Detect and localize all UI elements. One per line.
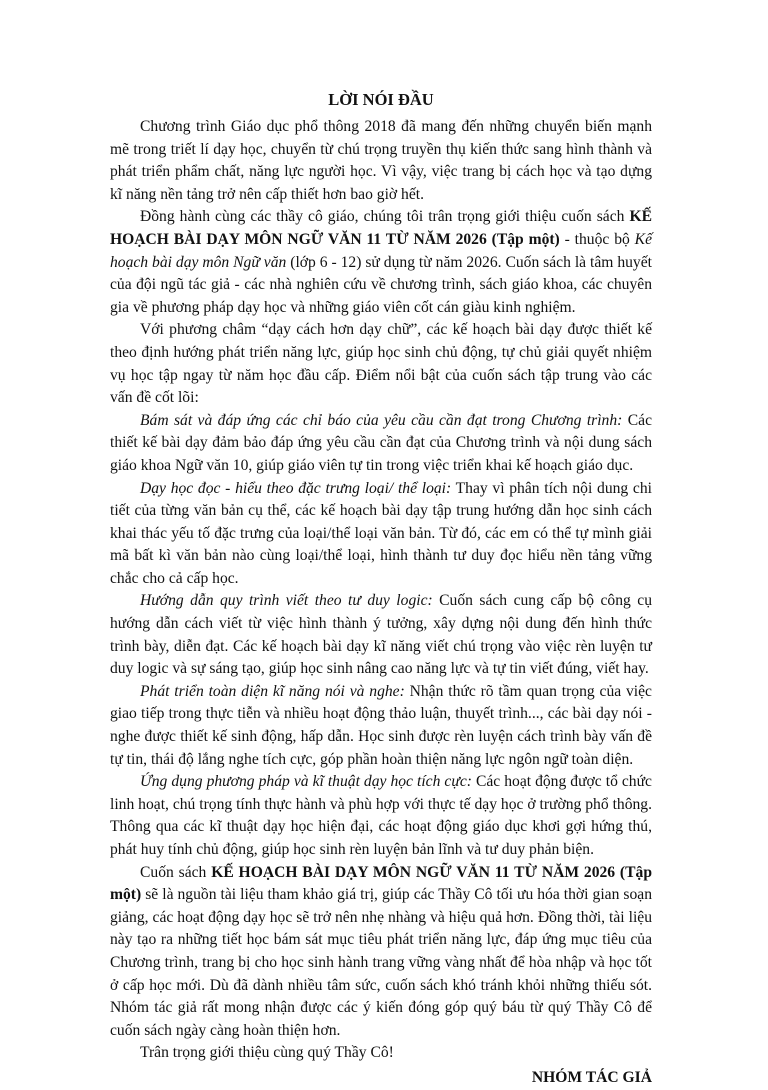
point-item	[110, 410, 652, 478]
paragraph-closing-text: Trân trọng giới thiệu cùng quý Thầy Cô!	[140, 1044, 394, 1062]
point-heading: Phát triển toàn diện kĩ năng nói và nghe:	[140, 682, 405, 700]
paragraph-intro-text: Chương trình Giáo dục phổ thông 2018 đã mang đến những chuyển biến mạnh mẽ trong triết lí dạy học, chuyển từ chú trọng truyền thụ kiến thức sang hình thành và phát triển phẩm chất, năng lực người học. Vì vậy, việc trang bị cách học và tạo dựng kĩ năng nền tảng trở nên cấp thiết hơn bao giờ hết.	[110, 118, 652, 203]
point-heading: Bám sát và đáp ứng các chỉ báo của yêu cầu cần đạt trong Chương trình:	[140, 411, 623, 429]
point-item	[110, 771, 652, 861]
point-text: Các thiết kế bài dạy đảm bảo đáp ứng yêu cầu cần đạt của Chương trình và nội dung sách giáo khoa Ngữ văn 10, giúp giáo viên tự tin trong việc triển khai kế hoạch giáo dục.	[110, 411, 652, 474]
point-item	[110, 478, 652, 591]
point-heading: Dạy học đọc - hiểu theo đặc trưng loại/ thể loại:	[140, 479, 452, 497]
point-text: Các hoạt động được tổ chức linh hoạt, chú trọng tính thực hành và phù hợp với thực tế dạy học ở trường phổ thông. Thông qua các kĩ thuật dạy học hiện đại, các hoạt động giáo dục khơi gợi hứng thú, phát huy tính chủ động, giúp học sinh rèn luyện bản lĩnh và tư duy phản biện.	[110, 773, 652, 858]
point-text: Thay vì phân tích nội dung chi tiết của từng văn bản cụ thể, các kế hoạch bài dạy tập trung hướng dẫn học sinh cách khai thác yếu tố đặc trưng của loại/thể loại văn bản. Từ đó, các em có thể tự mình giải mã bất kì văn bản nào cùng loại/thể loại, hình thành tư duy đọc hiểu nền tảng vững chắc cho cả cấp học.	[110, 479, 652, 587]
point-item	[110, 590, 652, 680]
paragraph-motto-text: Với phương châm “dạy cách hơn dạy chữ”, các kế hoạch bài dạy được thiết kế theo định hướng phát triển năng lực, giúp học sinh chủ động, tự chủ giải quyết nhiệm vụ học tập ngay từ năm học đầu cấp. Điểm nổi bật của cuốn sách tập trung vào các vấn đề cốt lõi:	[110, 321, 652, 407]
p4-text-b: sẽ là nguồn tài liệu tham khảo giá trị, giúp các Thầy Cô tối ưu hóa thời gian soạn giảng, các hoạt động dạy học sẽ trở nên nhẹ nhàng và hiệu quả hơn. Đồng thời, tài liệu này tạo ra những tiết học bám sát mục tiêu phát triển năng lực, đáp ứng mục tiêu của Chương trình, trang bị cho học sinh hành trang vững vàng nhất để hòa nhập và học tốt ở cấp học mới. Dù đã dành nhiều tâm sức, cuốn sách khó tránh khỏi những thiếu sót. Nhóm tác giả rất mong nhận được các ý kiến đóng góp quý báu từ quý Thầy Cô để cuốn sách ngày càng hoàn thiện hơn.	[110, 886, 652, 1039]
paragraph-motto	[110, 319, 652, 409]
point-heading: Hướng dẫn quy trình viết theo tư duy logic:	[140, 592, 433, 610]
point-item	[110, 681, 652, 771]
author-signature: NHÓM TÁC GIẢ	[531, 1068, 652, 1086]
paragraph-book-introduction	[110, 206, 652, 319]
p4-text-a: Cuốn sách	[140, 863, 212, 881]
book-title-bold: KẾ HOẠCH BÀI DẠY MÔN NGỮ VĂN 11 TỪ NĂM 2026 (Tập một)	[110, 208, 652, 248]
p2-text-b: - thuộc bộ	[559, 230, 635, 248]
paragraph-closing	[110, 1042, 652, 1065]
series-name-italic: Kế hoạch bài dạy môn Ngữ văn	[110, 230, 652, 271]
paragraph-intro	[110, 116, 652, 206]
p2-text-c: (lớp 6 - 12) sử dụng từ năm 2026. Cuốn sách là tâm huyết của đội ngũ tác giả - các nhà nghiên cứu về chương trình, sách giáo khoa, các chuyên gia về phương pháp dạy học và những giáo viên cốt cán giàu kinh nghiệm.	[110, 253, 652, 316]
page-title: LỜI NÓI ĐẦU	[328, 90, 434, 109]
p2-text-a: Đồng hành cùng các thầy cô giáo, chúng tôi trân trọng giới thiệu cuốn sách	[140, 208, 630, 226]
book-title-bold: KẾ HOẠCH BÀI DẠY MÔN NGỮ VĂN 11 TỪ NĂM 2026 (Tập một)	[110, 863, 652, 904]
point-heading: Ứng dụng phương pháp và kĩ thuật dạy học tích cực:	[140, 773, 472, 791]
point-text: Nhận thức rõ tầm quan trọng của việc giao tiếp trong thực tiễn và nhiều hoạt động thảo luận, thuyết trình..., các bài dạy nói - nghe được thiết kế sinh động, hấp dẫn. Học sinh được rèn luyện cách trình bày vấn đề tự tin, thái độ lắng nghe tích cực, góp phần hoàn thiện năng lực ngôn ngữ toàn diện.	[110, 682, 652, 768]
point-text: Cuốn sách cung cấp bộ công cụ hướng dẫn cách viết từ việc hình thành ý tưởng, xây dựng nội dung đến hình thức trình bày, diễn đạt. Các kế hoạch bài dạy kĩ năng viết chú trọng vào việc rèn luyện tư duy logic và sự sáng tạo, giúp học sinh nâng cao năng lực và tự tin viết đúng, viết hay.	[110, 592, 652, 678]
paragraph-conclusion	[110, 862, 652, 1043]
